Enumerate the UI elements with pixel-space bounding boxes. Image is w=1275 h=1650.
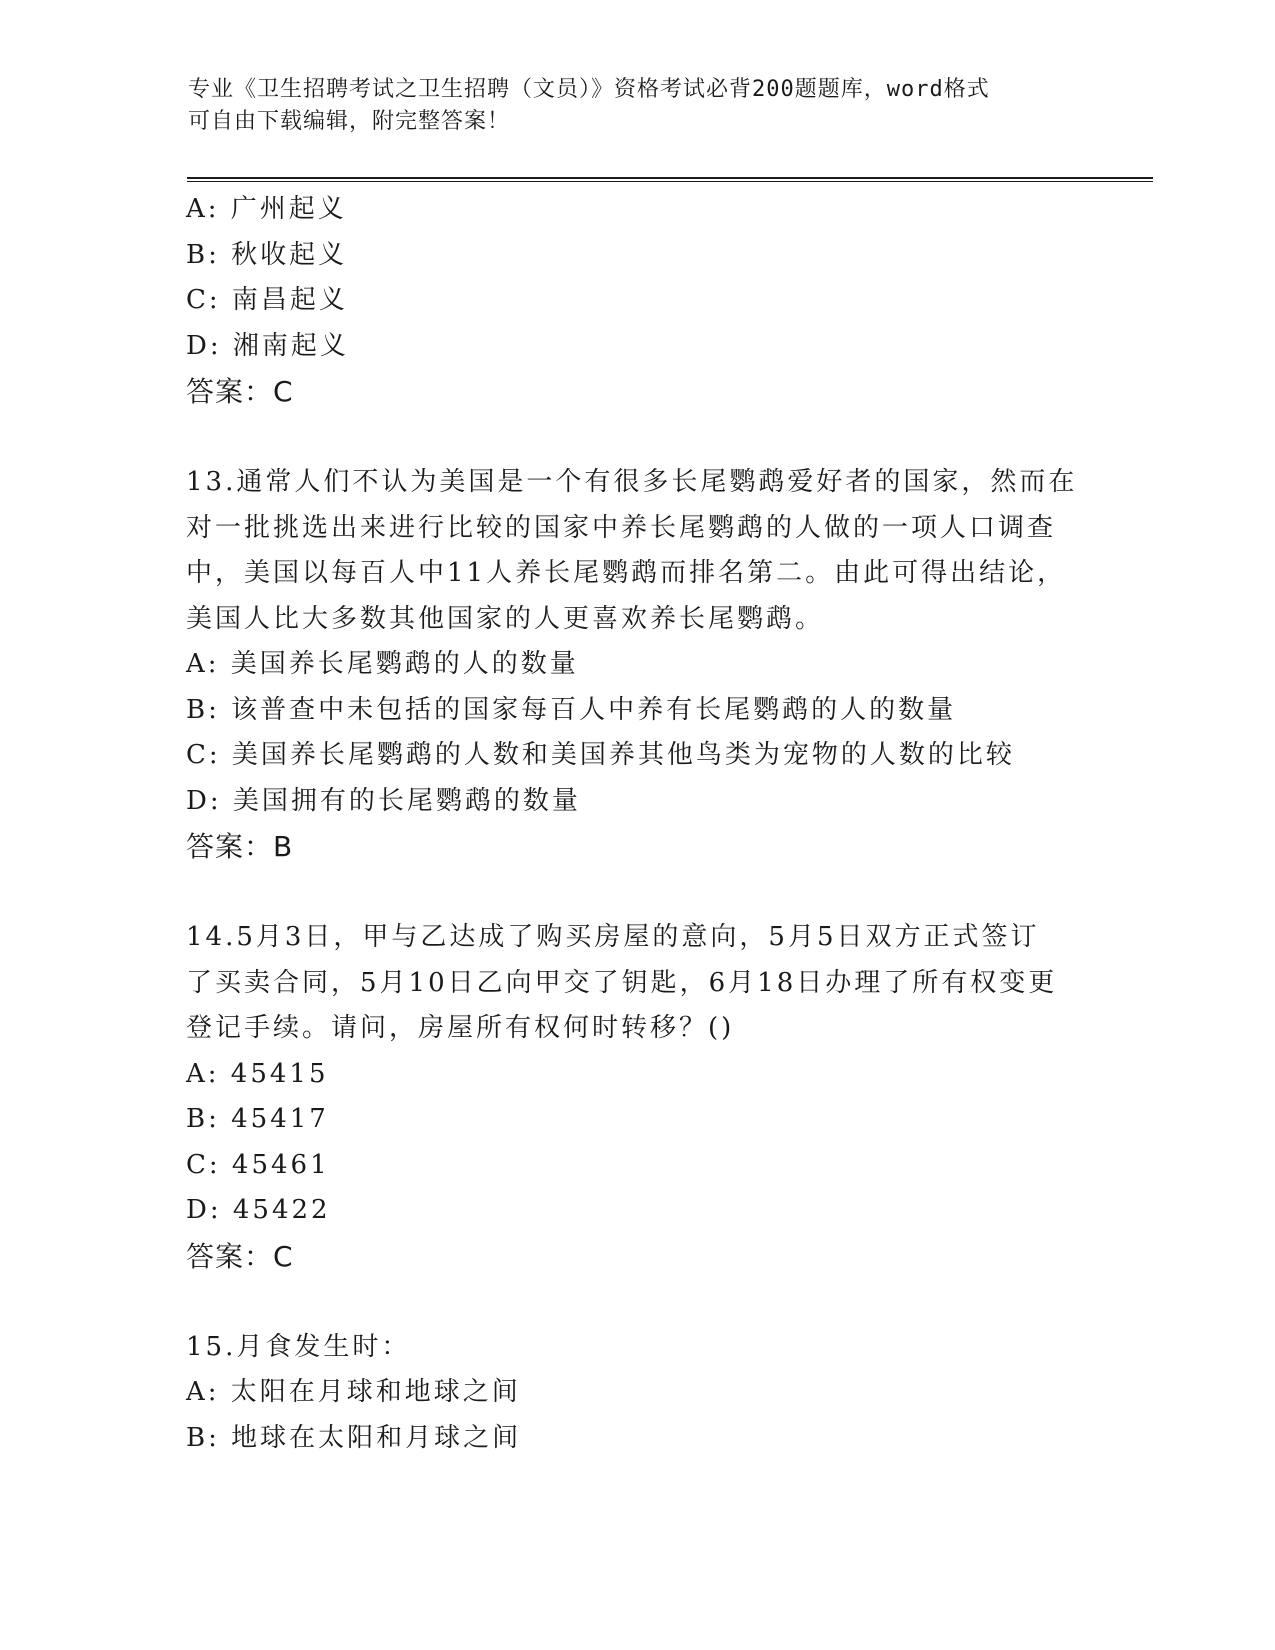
option-c: C: 美国养长尾鹦鹉的人数和美国养其他鸟类为宠物的人数的比较 (186, 740, 1015, 770)
header-divider-thin (187, 181, 1153, 182)
question-15-block (186, 1325, 1086, 1462)
question-stem-line: 对一批挑选出来进行比较的国家中养长尾鹦鹉的人做的一项人口调查 (186, 512, 1057, 543)
option-a: A: 美国养长尾鹦鹉的人的数量 (186, 649, 579, 679)
question-stem-line: 登记手续。请问，房屋所有权何时转移？() (186, 1013, 735, 1043)
header-title-line-1: 专业《卫生招聘考试之卫生招聘（文员）》资格考试必背200题题库，word格式 (188, 77, 990, 102)
spacer (186, 870, 1086, 916)
option-b: B: 秋收起义 (186, 239, 348, 270)
question-12-block (186, 187, 1086, 415)
option-a: A: 广州起义 (186, 194, 347, 224)
spacer (186, 415, 1086, 461)
question-13-block (186, 460, 1086, 870)
question-stem-line: 14.5月3日，甲与乙达成了购买房屋的意向，5月5日双方正式签订 (186, 922, 1040, 952)
answer-line: 答案：C (186, 375, 294, 408)
document-header (188, 74, 1068, 138)
question-list (186, 187, 1086, 1461)
option-b: B: 该普查中未包括的国家每百人中养有长尾鹦鹉的人的数量 (186, 694, 957, 725)
question-14-block (186, 915, 1086, 1279)
spacer (186, 1279, 1086, 1325)
header-divider-thick (187, 177, 1153, 179)
answer-line: 答案：B (186, 830, 294, 863)
question-stem-line: 13.通常人们不认为美国是一个有很多长尾鹦鹉爱好者的国家，然而在 (186, 467, 1078, 497)
option-b: B: 地球在太阳和月球之间 (186, 1422, 522, 1453)
question-stem-line: 中，美国以每百人中11人养长尾鹦鹉而排名第二。由此可得出结论， (186, 558, 1067, 588)
option-d: D: 湘南起义 (186, 330, 349, 361)
question-stem-line: 15.月食发生时： (186, 1331, 411, 1362)
header-title-line-2: 可自由下载编辑，附完整答案！ (188, 109, 511, 134)
option-d: D: 美国拥有的长尾鹦鹉的数量 (186, 785, 581, 816)
option-c: C: 南昌起义 (186, 285, 348, 315)
option-c: C: 45461 (186, 1149, 330, 1180)
option-d: D: 45422 (186, 1195, 331, 1225)
question-stem-line: 美国人比大多数其他国家的人更喜欢养长尾鹦鹉。 (186, 603, 825, 634)
option-a: A: 45415 (186, 1058, 329, 1089)
option-b: B: 45417 (186, 1104, 329, 1134)
option-a: A: 太阳在月球和地球之间 (186, 1377, 521, 1407)
answer-line: 答案：C (186, 1239, 294, 1273)
question-stem-line: 了买卖合同，5月10日乙向甲交了钥匙，6月18日办理了所有权变更 (186, 967, 1058, 998)
